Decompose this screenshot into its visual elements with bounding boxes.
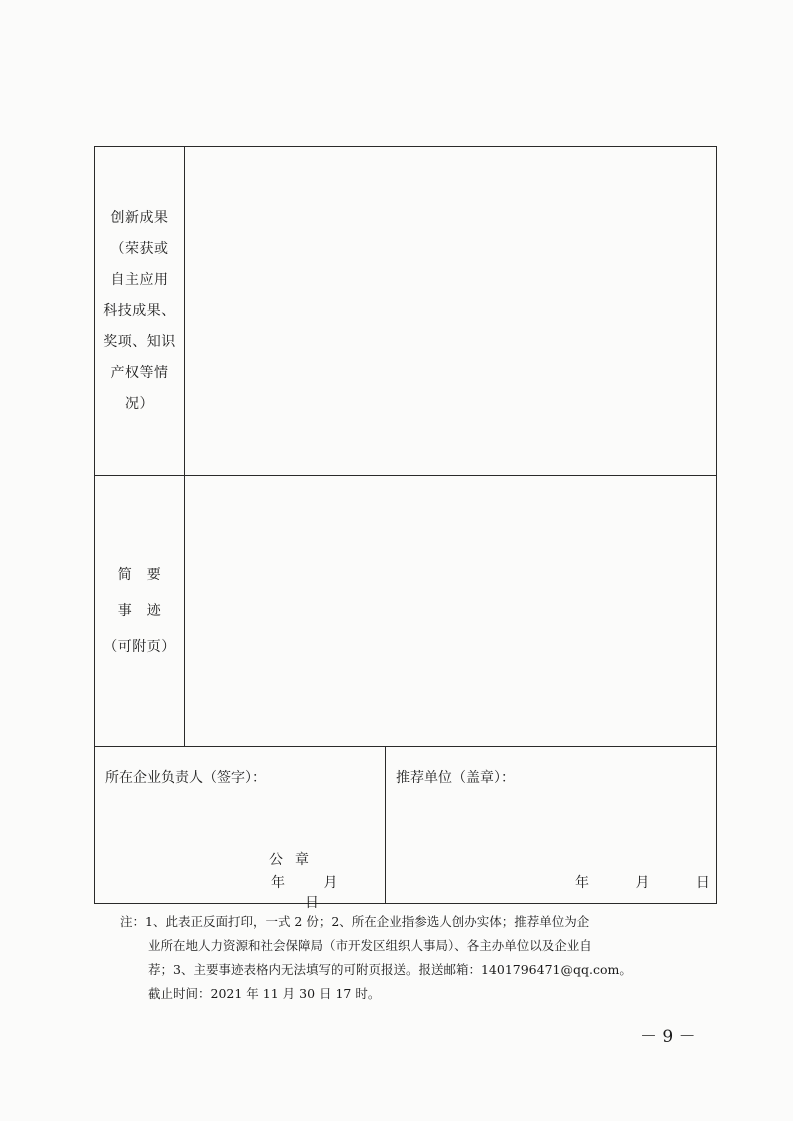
date-year: 年 xyxy=(271,875,285,891)
date-month: 月 xyxy=(323,875,338,891)
innovation-label xyxy=(95,147,185,476)
innovation-label-line: 科技成果、 xyxy=(103,302,176,319)
note-line: 业所在地人力资源和社会保障局（市开发区组织人事局）、各主办单位以及企业自 xyxy=(148,938,592,953)
date-day: 日 xyxy=(305,895,319,911)
company-signature-cell[interactable] xyxy=(95,747,386,911)
innovation-label-line: 奖项、知识 xyxy=(103,333,176,350)
signature-row xyxy=(95,747,717,904)
deeds-label-line: 事 迹 xyxy=(117,603,162,619)
deeds-label xyxy=(95,476,185,747)
recommend-seal-cell[interactable] xyxy=(386,747,717,904)
innovation-label-line: 自主应用 xyxy=(110,271,169,288)
note-line: 注：1、此表正反面打印，一式 2 份；2、所在企业指参选人创办实体；推荐单位为企 xyxy=(120,914,590,929)
innovation-label-line: （荣获或 xyxy=(110,240,169,257)
innovation-label-line: 产权等情 xyxy=(110,364,169,381)
innovation-label-line: 创新成果 xyxy=(110,209,169,226)
deeds-content-field[interactable] xyxy=(185,476,717,747)
deeds-label-line: （可附页） xyxy=(103,639,176,655)
deeds-row xyxy=(95,476,717,747)
date-day: 日 xyxy=(695,875,710,891)
recommend-unit-label: 推荐单位（盖章）： xyxy=(396,770,515,786)
date-year: 年 xyxy=(575,875,589,891)
page-number: － 9 － xyxy=(640,1027,696,1047)
application-form-table xyxy=(94,146,717,911)
company-date xyxy=(271,872,385,912)
deeds-label-line: 简 要 xyxy=(117,567,162,583)
date-month: 月 xyxy=(635,875,650,891)
note-line: 截止时间：2021 年 11 月 30 日 17 时。 xyxy=(148,986,381,1001)
note-line: 荐；3、主要事迹表格内无法填写的可附页报送。报送邮箱：1401796471@qq.com。 xyxy=(148,962,632,977)
innovation-content-field[interactable] xyxy=(185,147,717,476)
innovation-label-line: 况） xyxy=(125,395,154,412)
company-signature-label: 所在企业负责人（签字）： xyxy=(105,770,266,786)
innovation-row xyxy=(95,147,717,476)
recommend-date xyxy=(575,872,710,892)
company-seal-label: 公章 xyxy=(269,852,321,868)
form-notes xyxy=(120,910,720,1006)
